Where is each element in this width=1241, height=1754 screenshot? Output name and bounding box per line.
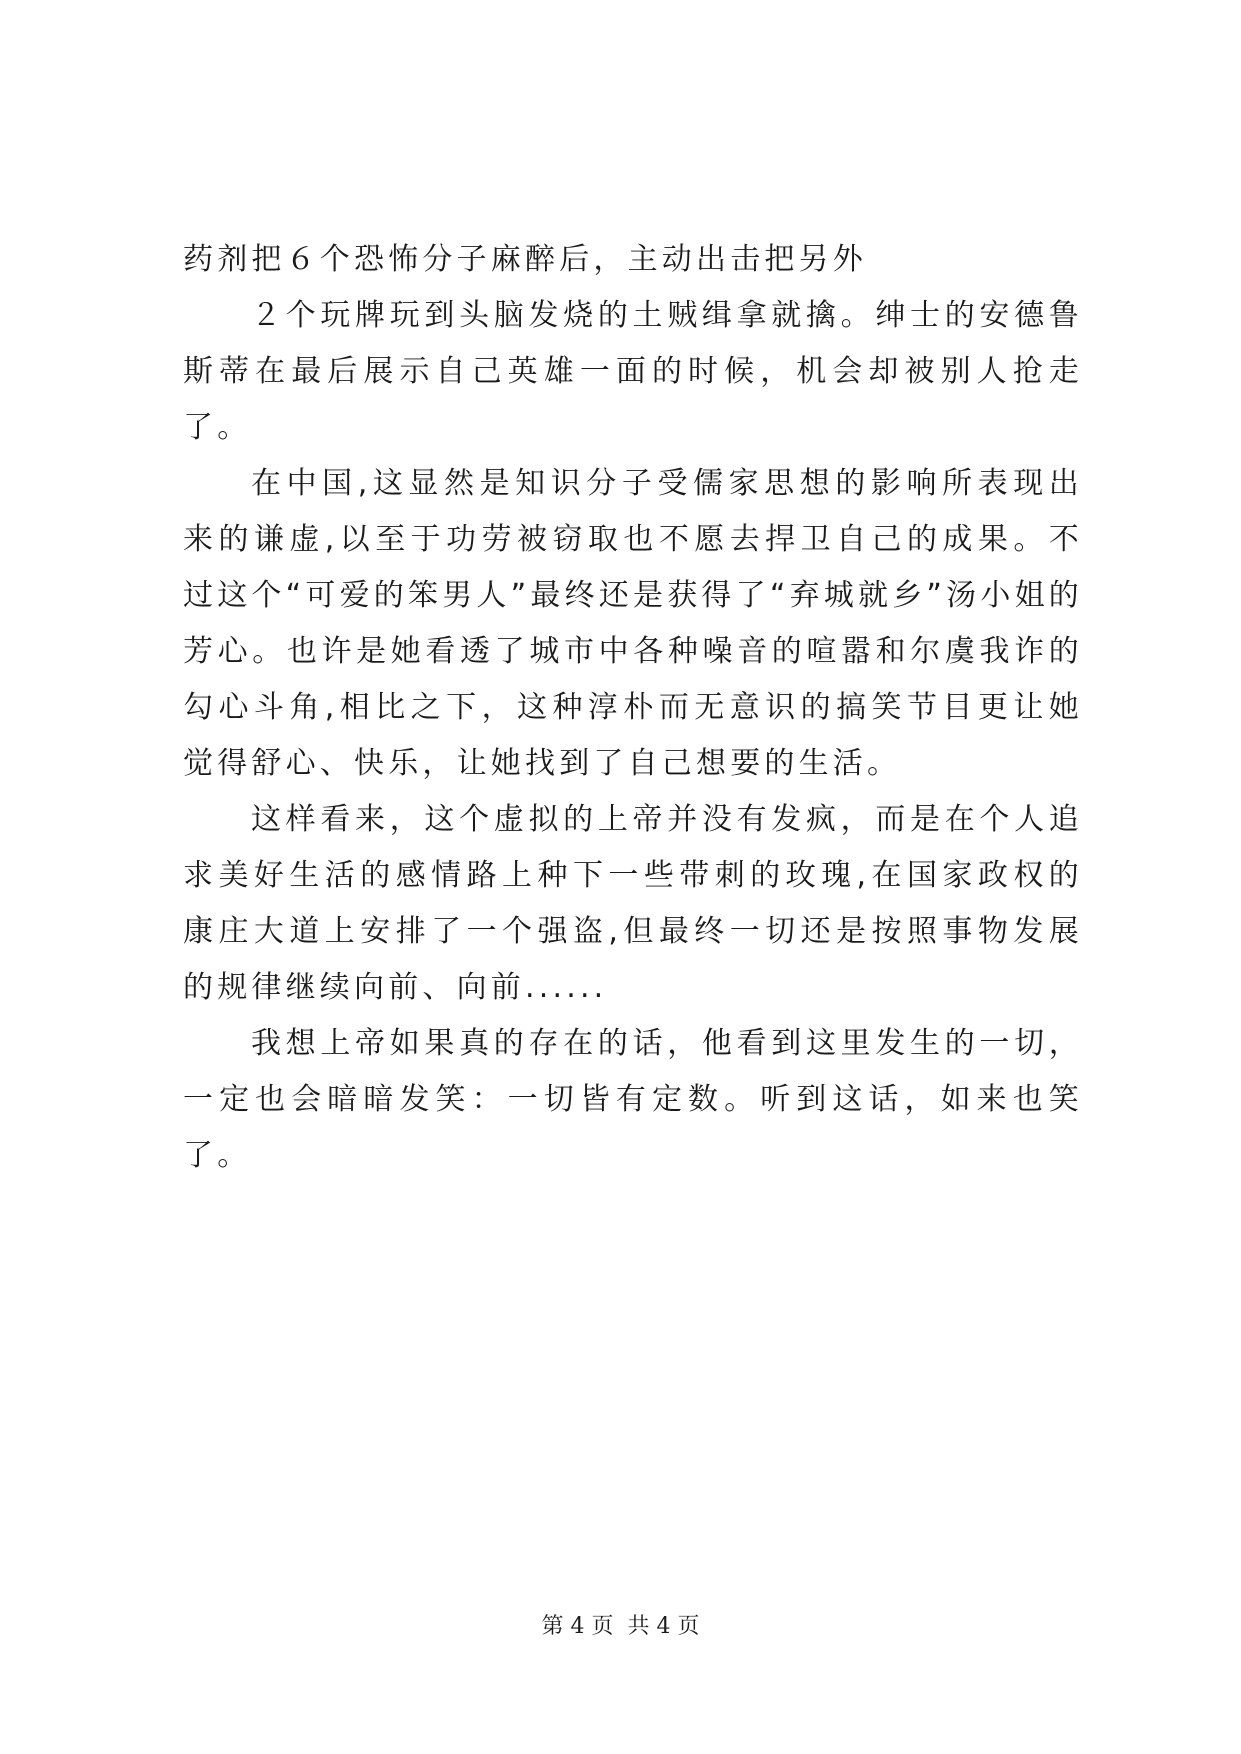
paragraph-4: 这样看来，这个虚拟的上帝并没有发疯，而是在个人追求美好生活的感情路上种下一些带刺的玫瑰,在国家政权的康庄大道上安排了一个强盗,但最终一切还是按照事物发展的规律继续向前、向前...... bbox=[183, 802, 1083, 1005]
page-footer: 第 4 页 共 4 页 bbox=[541, 1614, 700, 1639]
paragraph-1: 药剂把６个恐怖分子麻醉后，主动出击把另外 bbox=[183, 242, 867, 277]
paragraph-5: 我想上帝如果真的存在的话，他看到这里发生的一切，一定也会暗暗发笑：一切皆有定数。听到这话，如来也笑了。 bbox=[183, 1026, 1083, 1173]
document-body bbox=[183, 232, 1083, 1184]
paragraph-2: ２个玩牌玩到头脑发烧的土贼缉拿就擒。绅士的安德鲁斯蒂在最后展示自己英雄一面的时候，机会却被别人抢走了。 bbox=[183, 298, 1083, 445]
paragraph-3: 在中国,这显然是知识分子受儒家思想的影响所表现出来的谦虚,以至于功劳被窃取也不愿去捍卫自己的成果。不过这个“可爱的笨男人”最终还是获得了“弃城就乡”汤小姐的芳心。也许是她看透了城市中各种噪音的喧嚣和尔虞我诈的勾心斗角,相比之下，这种淳朴而无意识的搞笑节目更让她觉得舒心、快乐，让她找到了自己想要的生活。 bbox=[183, 466, 1083, 781]
